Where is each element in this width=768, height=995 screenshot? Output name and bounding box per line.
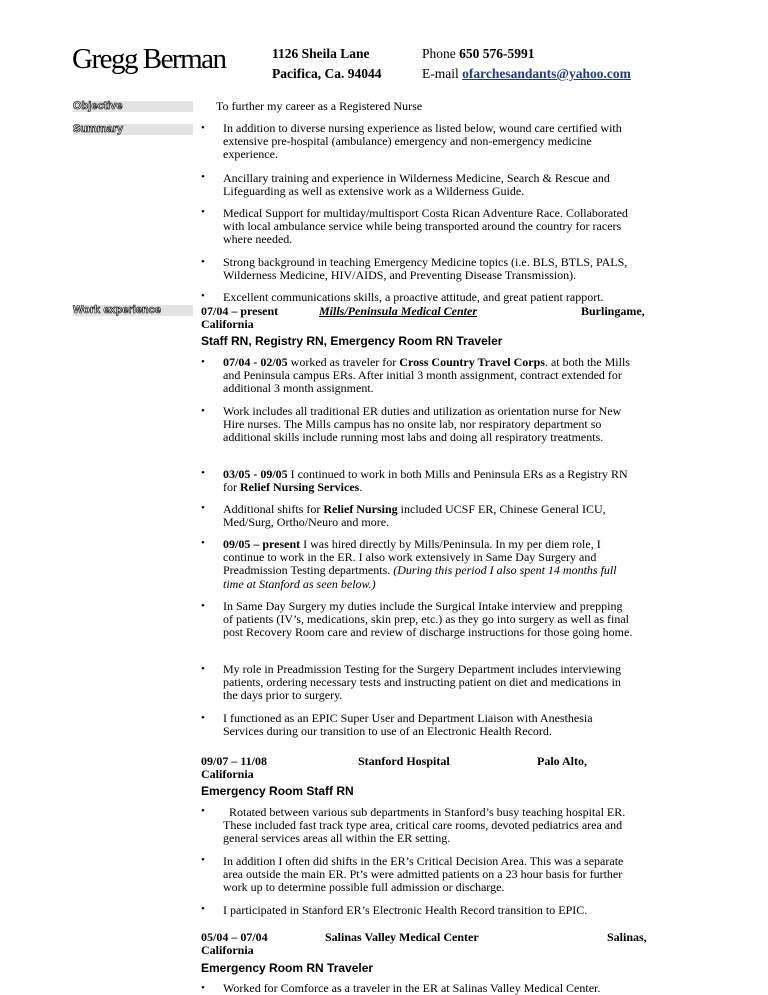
bullet: •	[201, 171, 205, 183]
bullet: •	[201, 122, 205, 134]
job-role: Emergency Room RN Traveler	[201, 961, 374, 975]
job-bullet: Worked for Comforce as a traveler in the ER at Salinas Valley Medical Center.	[223, 981, 601, 995]
bullet: •	[201, 600, 205, 612]
work-experience-label	[73, 305, 193, 316]
bold-date: 09/05 – present	[223, 537, 301, 551]
bullet: •	[201, 903, 205, 915]
address-line-2: Pacifica, Ca. 94044	[272, 66, 382, 81]
job-dates: 05/04 – 07/04	[201, 930, 268, 944]
job-city: Palo Alto,	[537, 754, 587, 768]
contact-block	[422, 44, 631, 84]
address-line-1: 1126 Sheila Lane	[272, 46, 370, 61]
resume-name: Gregg Berman	[72, 43, 226, 75]
summary-item: Ancillary training and experience in Wilderness Medicine, Search & Rescue and Lifeguarding as well as extensive work as a Wilderness Guide.	[223, 171, 610, 199]
summary-item: Medical Support for multiday/multisport Costa Rican Adventure Race. Collaborated with local ambulance service while being transported around the country for racers where needed.	[223, 206, 628, 247]
job-city: Salinas,	[607, 930, 647, 944]
job-bullet: Work includes all traditional ER duties and utilization as orientation nurse for New Hire nurses. The Mills campus has no onsite lab, nor respiratory department so additional skills include running most labs and doing all respiratory treatments.	[223, 404, 622, 445]
bold-date: 07/04 - 02/05	[223, 355, 288, 369]
objective-label	[73, 101, 193, 112]
phone-line	[422, 44, 631, 64]
job-bullet: I participated in Stanford ER’s Electronic Health Record transition to EPIC.	[223, 903, 588, 917]
job-state: California	[201, 767, 254, 781]
bold-company: Cross Country Travel Corps	[399, 355, 545, 369]
job-role: Staff RN, Registry RN, Emergency Room RN Traveler	[201, 334, 503, 348]
bullet-text: . at both the Mills and Peninsula campus ERs. After initial 3 month assignment, contract extended for additional 3 month assignment.	[223, 355, 630, 396]
job-bullet	[223, 503, 633, 529]
bullet: •	[201, 290, 205, 302]
phone-label: Phone	[422, 46, 456, 61]
bullet-text: included UCSF ER, Chinese General ICU, Med/Surg, Ortho/Neuro and more.	[223, 502, 606, 530]
bullet: •	[201, 405, 205, 417]
bullet: •	[201, 467, 205, 479]
job-employer: Stanford Hospital	[358, 754, 450, 768]
job-bullet	[223, 468, 633, 494]
job-employer: Salinas Valley Medical Center	[325, 930, 479, 944]
bullet: •	[201, 854, 205, 866]
email-label: E-mail	[422, 66, 459, 81]
summary-label-text: Summary	[73, 123, 124, 135]
bullet: •	[201, 256, 205, 268]
job-state: California	[201, 317, 254, 331]
job-city: Burlingame,	[581, 304, 645, 318]
bullet: •	[201, 982, 205, 994]
bullet-text: worked as traveler for	[287, 355, 400, 369]
job-dates: 07/04 – present	[201, 304, 279, 318]
job-state: California	[201, 943, 254, 957]
summary-label	[73, 124, 193, 135]
job-employer: Mills/Peninsula Medical Center	[319, 304, 478, 318]
objective-label-text: Objective	[73, 100, 123, 112]
job-bullet: In addition I often did shifts in the ER’s Critical Decision Area. This was a separate area outside the main ER. Pt’s were admitted patients on a 23 hour basis for further work up to determine possible full admission or discharge.	[223, 854, 624, 895]
summary-item: Excellent communications skills, a proactive attitude, and great patient rapport.	[223, 290, 604, 304]
email-link[interactable]: ofarchesandants@yahoo.com	[462, 66, 631, 81]
phone-number: 650 576-5991	[459, 46, 535, 61]
bullet-text: .	[359, 480, 363, 495]
bullet: •	[201, 502, 205, 514]
bullet: •	[201, 537, 205, 549]
summary-item: In addition to diverse nursing experience as listed below, wound care certified with extensive pre-hospital (ambulance) emergency and non-emergency medicine experience.	[223, 121, 622, 162]
bullet: •	[201, 663, 205, 675]
bullet-text: Additional shifts for	[223, 502, 324, 516]
bold-date: 03/05 - 09/05	[223, 467, 288, 481]
summary-item: Strong background in teaching Emergency Medicine topics (i.e. BLS, BTLS, PALS, Wilderness Medicine, HIV/AIDS, and Preventing Disease Transmission).	[223, 255, 628, 283]
bullet: •	[201, 805, 205, 817]
bullet-text: I continued to work in both Mills and Peninsula ERs as a Registry RN for	[223, 467, 628, 495]
job-role: Emergency Room Staff RN	[201, 784, 354, 798]
email-line	[422, 64, 631, 84]
bold-company: Relief Nursing	[323, 502, 398, 516]
bullet-text: I was hired directly by Mills/Peninsula. In my per diem role, I continue to work in the ER. I also work extensively in Same Day Surgery and Preadmission Testing departments.	[223, 537, 601, 578]
job-bullet	[223, 538, 633, 591]
job-bullet: In Same Day Surgery my duties include the Surgical Intake interview and prepping of patients (IV’s, medications, skin prep, etc.) as they go into surgery as well as final post Recovery Room care and review of discharge instructions for those going home.	[223, 599, 633, 640]
address-block	[272, 44, 381, 84]
job-bullet	[223, 356, 633, 396]
bullet: •	[201, 356, 205, 368]
work-experience-label-text: Work experience	[73, 304, 161, 316]
job-bullet: My role in Preadmission Testing for the Surgery Department includes interviewing patients, ordering necessary tests and instructing patient on diet and medications in the days prior to surgery.	[223, 662, 621, 703]
job-bullet: Rotated between various sub departments in Stanford’s busy teaching hospital ER. These included fast track type area, critical care rooms, devoted pediatrics area and general services areas all within the ER setting.	[223, 805, 629, 846]
job-bullet: I functioned as an EPIC Super User and Department Liaison with Anesthesia Services during our transition to use of an Electronic Health Record.	[223, 711, 593, 739]
bullet: •	[201, 206, 205, 218]
bold-company: Relief Nursing Services	[240, 480, 360, 495]
bullet: •	[201, 712, 205, 724]
italic-note: (During this period I also spent 14 months full time at Stanford as seen below.)	[223, 563, 617, 591]
objective-text: To further my career as a Registered Nurse	[216, 99, 423, 113]
job-dates: 09/07 – 11/08	[201, 754, 268, 768]
